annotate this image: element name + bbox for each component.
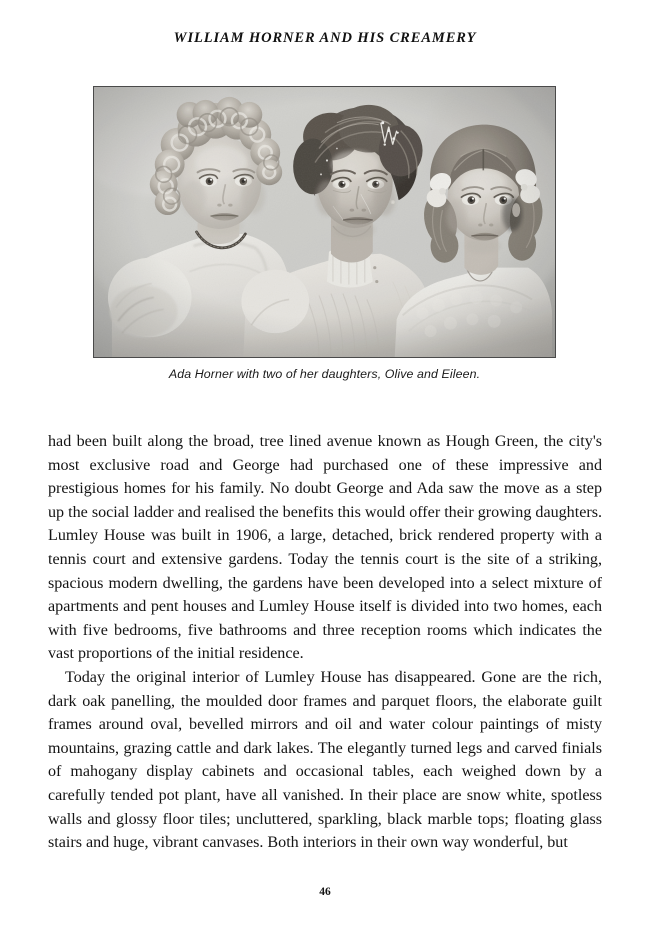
photograph-frame: [93, 86, 556, 358]
figure-caption: Ada Horner with two of her daughters, Olive and Eileen.: [168, 367, 481, 381]
body-text: [48, 430, 602, 855]
vintage-portrait-photo: [94, 87, 555, 357]
running-head: WILLIAM HORNER AND HIS CREAMERY: [173, 30, 477, 46]
paragraph-1: had been built along the broad, tree lined avenue known as Hough Green, the city's most exclusive road and George had purchased one of these impressive and prestigious homes for his family. No doubt George and Ada saw the move as a step up the social ladder and realised the benefits this would offer their growing daughters. Lumley House was built in 1906, a large, detached, brick rendered property with a tennis court and extensive gardens. Today the tennis court is the site of a striking, spacious modern dwelling, the gardens have been developed into a select mixture of apartments and pent houses and Lumley House itself is divided into two homes, each with five bedrooms, five bathrooms and three reception rooms which indicates the vast proportions of the initial residence.: [48, 433, 602, 663]
figure-photograph: [93, 86, 556, 381]
page-number: 46: [319, 886, 331, 898]
paragraph-2: Today the original interior of Lumley House has disappeared. Gone are the rich, dark oak panelling, the moulded door frames and parquet floors, the elaborate guilt frames around oval, bevelled mirrors and oil and water colour paintings of misty mountains, grazing cattle and dark lakes. The elegantly turned legs and carved finials of mahogany display cabinets and occasional tables, each weighed down by a carefully tended pot plant, have all vanished. In their place are snow white, spotless walls and glossy floor tiles; uncluttered, sparkling, black marble tops; floating glass stairs and huge, vibrant canvases. Both interiors in their own way wonderful, but: [48, 668, 602, 852]
